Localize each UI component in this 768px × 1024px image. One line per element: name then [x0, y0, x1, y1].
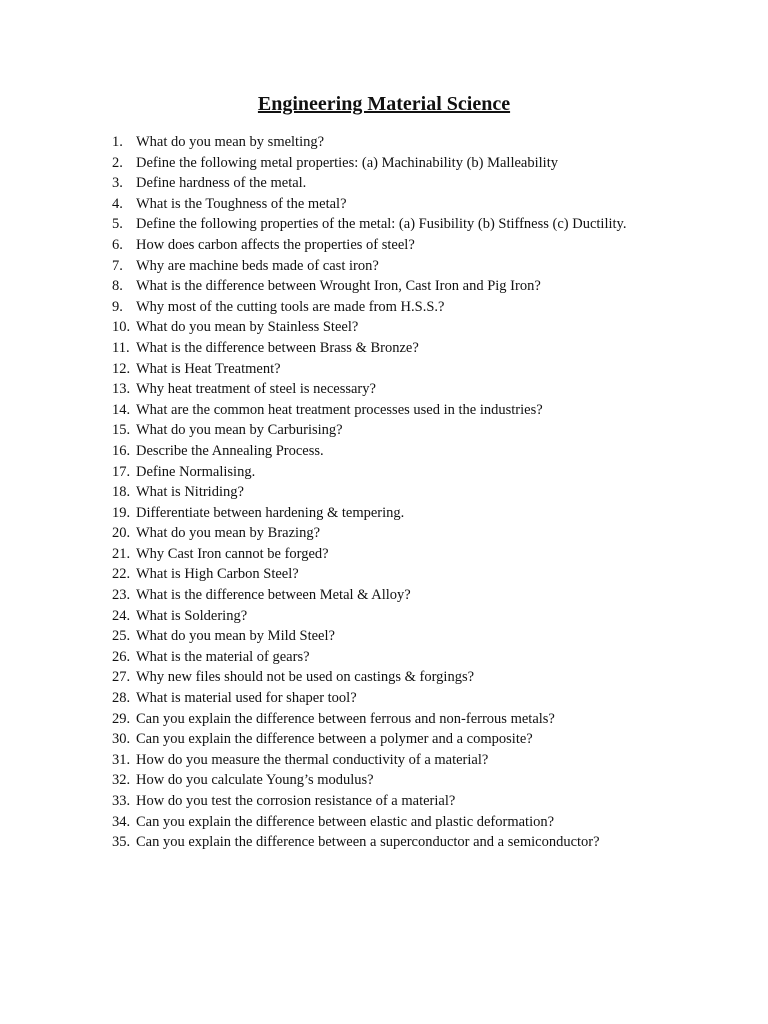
question-number: 23. [112, 587, 131, 604]
question-text: How does carbon affects the properties of steel? [136, 236, 415, 253]
list-item [112, 441, 752, 462]
question-number: 24. [112, 607, 131, 624]
question-number: 34. [112, 813, 131, 830]
question-text: Why most of the cutting tools are made from H.S.S.? [136, 298, 445, 315]
question-text: Why new files should not be used on castings & forgings? [136, 669, 475, 686]
question-text: What do you mean by Stainless Steel? [136, 319, 359, 336]
question-number: 21. [112, 545, 131, 562]
question-number: 32. [112, 772, 131, 789]
list-item [112, 667, 752, 688]
question-number: 31. [112, 751, 131, 768]
question-text: How do you measure the thermal conductivity of a material? [136, 751, 489, 768]
question-text: Define the following metal properties: (a) Machinability (b) Malleability [136, 154, 558, 171]
question-number: 1. [112, 134, 123, 150]
question-number: 7. [112, 257, 123, 274]
question-text: What is the difference between Wrought Iron, Cast Iron and Pig Iron? [136, 278, 541, 295]
list-item [112, 256, 752, 277]
question-text: Why heat treatment of steel is necessary? [136, 381, 376, 398]
list-item [112, 626, 752, 647]
list-item [112, 647, 752, 668]
question-number: 17. [112, 463, 131, 480]
list-item [112, 544, 752, 565]
question-list [112, 132, 752, 853]
question-number: 33. [112, 793, 131, 809]
question-number: 5. [112, 216, 123, 233]
list-item [112, 359, 752, 380]
list-item [112, 462, 752, 483]
list-item [112, 729, 752, 750]
question-text: What do you mean by Brazing? [136, 525, 321, 542]
question-text: What do you mean by Mild Steel? [136, 628, 335, 645]
list-item [112, 153, 752, 174]
question-number: 22. [112, 566, 131, 583]
question-text: Can you explain the difference between a polymer and a composite? [136, 731, 533, 748]
question-text: Define Normalising. [136, 463, 256, 480]
question-text: What do you mean by smelting? [136, 134, 325, 150]
list-item [112, 812, 752, 833]
question-number: 10. [112, 319, 131, 336]
question-text: How do you test the corrosion resistance of a material? [136, 793, 456, 809]
question-number: 3. [112, 175, 123, 192]
question-text: Can you explain the difference between elastic and plastic deformation? [136, 813, 555, 830]
question-text: Why Cast Iron cannot be forged? [136, 545, 329, 562]
list-item [112, 173, 752, 194]
question-number: 6. [112, 236, 123, 253]
question-number: 9. [112, 298, 123, 315]
question-number: 28. [112, 690, 131, 707]
question-number: 15. [112, 422, 131, 439]
question-number: 8. [112, 278, 123, 295]
question-number: 16. [112, 442, 131, 459]
question-text: Differentiate between hardening & tempering. [136, 504, 405, 521]
question-text: What is Heat Treatment? [136, 360, 281, 377]
list-item [112, 770, 752, 791]
question-text: Describe the Annealing Process. [136, 442, 324, 459]
list-item [112, 688, 752, 709]
question-text: Define hardness of the metal. [136, 175, 307, 192]
question-number: 12. [112, 360, 131, 377]
question-text: What is High Carbon Steel? [136, 566, 299, 583]
list-item [112, 194, 752, 215]
question-text: Can you explain the difference between ferrous and non-ferrous metals? [136, 710, 555, 727]
list-item [112, 523, 752, 544]
question-text: What is Nitriding? [136, 484, 244, 501]
question-number: 4. [112, 195, 123, 212]
list-item [112, 235, 752, 256]
list-item [112, 832, 752, 853]
list-item [112, 585, 752, 606]
question-number: 27. [112, 669, 131, 686]
question-number: 25. [112, 628, 131, 645]
list-item [112, 709, 752, 730]
question-text: Define the following properties of the metal: (a) Fusibility (b) Stiffness (c) Ductility. [136, 216, 627, 233]
list-item [112, 482, 752, 503]
list-item [112, 338, 752, 359]
question-text: Can you explain the difference between a superconductor and a semiconductor? [136, 834, 600, 851]
question-text: What are the common heat treatment processes used in the industries? [136, 401, 543, 418]
question-text: How do you calculate Young’s modulus? [136, 772, 374, 789]
list-item [112, 503, 752, 524]
question-number: 26. [112, 648, 131, 665]
question-number: 29. [112, 710, 131, 727]
question-number: 14. [112, 401, 131, 418]
list-item [112, 379, 752, 400]
list-item [112, 214, 752, 235]
question-text: What is the difference between Metal & Alloy? [136, 587, 411, 604]
list-item [112, 400, 752, 421]
list-item [112, 750, 752, 771]
question-number: 20. [112, 525, 131, 542]
question-text: What is material used for shaper tool? [136, 690, 357, 707]
question-text: What is Soldering? [136, 607, 248, 624]
list-item [112, 297, 752, 318]
question-number: 13. [112, 381, 131, 398]
question-text: What is the Toughness of the metal? [136, 195, 347, 212]
list-item [112, 606, 752, 627]
question-number: 11. [112, 339, 130, 356]
list-item [112, 791, 752, 812]
list-item [112, 317, 752, 338]
document-title: Engineering Material Science [257, 93, 511, 115]
question-text: What is the difference between Brass & Bronze? [136, 339, 419, 356]
list-item [112, 276, 752, 297]
list-item [112, 132, 752, 153]
question-text: What do you mean by Carburising? [136, 422, 343, 439]
question-number: 2. [112, 154, 123, 171]
question-text: What is the material of gears? [136, 648, 310, 665]
list-item [112, 420, 752, 441]
question-number: 19. [112, 504, 131, 521]
question-number: 35. [112, 834, 131, 851]
question-number: 18. [112, 484, 131, 501]
question-text: Why are machine beds made of cast iron? [136, 257, 379, 274]
list-item [112, 564, 752, 585]
question-number: 30. [112, 731, 131, 748]
